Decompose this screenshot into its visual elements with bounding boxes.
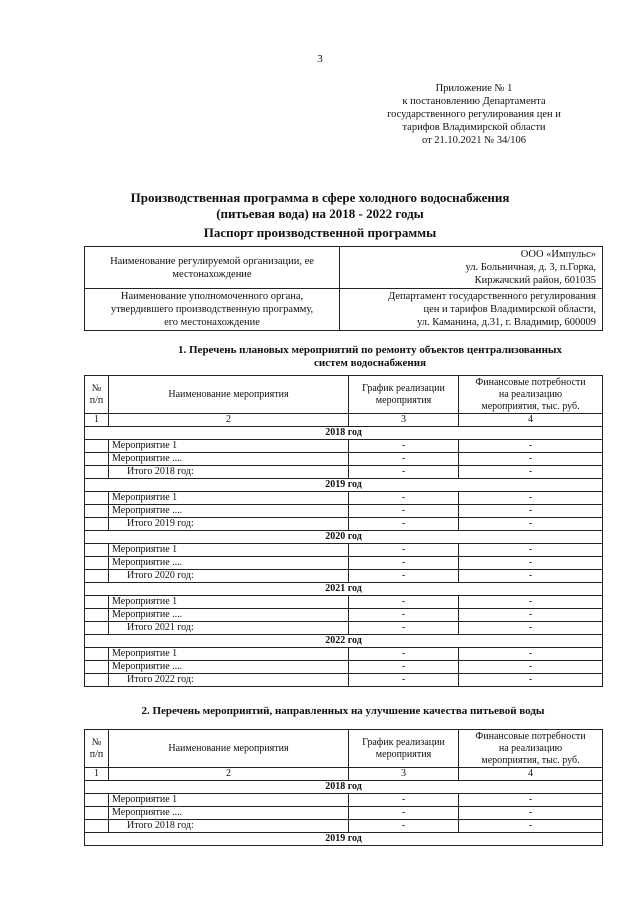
section-1-heading [140,344,600,370]
finance-cell: - [459,505,603,518]
finance-cell: - [459,570,603,583]
passport-table [84,246,603,331]
measure-name-cell: Мероприятие .... [109,557,349,570]
table-row [85,440,603,453]
header-cell-finance [459,376,603,414]
table-index-row [85,768,603,781]
schedule-cell: - [349,674,459,687]
number-cell [85,518,109,531]
year-row [85,583,603,596]
index-cell: 4 [459,414,603,427]
number-cell [85,609,109,622]
measure-name-cell: Мероприятие .... [109,661,349,674]
schedule-cell: - [349,466,459,479]
finance-cell: - [459,466,603,479]
number-cell [85,544,109,557]
header-cell-schedule [349,376,459,414]
measure-name-cell: Мероприятие 1 [109,794,349,807]
finance-cell: - [459,518,603,531]
document-title-line: (питьевая вода) на 2018 - 2022 годы [216,206,424,221]
number-cell [85,557,109,570]
passport-value: цен и тарифов Владимирской области, [423,304,596,315]
measure-name-cell: Мероприятие 1 [109,492,349,505]
finance-cell: - [459,807,603,820]
finance-cell: - [459,557,603,570]
year-row [85,781,603,794]
index-cell: 2 [109,414,349,427]
table-row [85,557,603,570]
number-cell [85,596,109,609]
total-row [85,466,603,479]
passport-label: Наименование уполномоченного органа, [120,291,304,302]
document-title [0,190,640,222]
number-cell [85,648,109,661]
passport-value-cell [340,247,603,289]
year-cell: 2022 год [85,635,603,648]
header-text: № [91,736,102,748]
table-row [85,609,603,622]
header-cell-number [85,730,109,768]
table-row [85,596,603,609]
passport-row [85,247,603,289]
year-row [85,427,603,440]
header-text: на реализацию [498,742,563,754]
year-cell: 2019 год [85,479,603,492]
passport-title: Паспорт производственной программы [203,225,437,240]
measure-name-cell: Итого 2020 год: [109,570,349,583]
table-row [85,648,603,661]
index-cell: 1 [85,414,109,427]
header-text: Финансовые потребности [475,730,586,742]
finance-cell: - [459,648,603,661]
measure-name-cell: Мероприятие 1 [109,544,349,557]
schedule-cell: - [349,453,459,466]
index-cell: 4 [459,768,603,781]
measure-name-cell: Итого 2021 год: [109,622,349,635]
passport-label-cell [85,247,340,289]
table-row [85,661,603,674]
document-title-line: Производственная программа в сфере холодного водоснабжения [130,190,510,205]
year-row [85,479,603,492]
appendix-line: тарифов Владимирской области [402,122,546,133]
passport-label-cell [85,289,340,331]
schedule-cell: - [349,557,459,570]
appendix-block [360,82,588,147]
header-text: График реализации [362,382,445,394]
finance-cell: - [459,794,603,807]
number-cell [85,466,109,479]
number-cell [85,440,109,453]
number-cell [85,505,109,518]
index-cell: 1 [85,768,109,781]
header-text: мероприятия [375,394,432,406]
header-text: Финансовые потребности [475,376,586,388]
passport-label: утвердившего производственную программу, [110,304,314,315]
total-row [85,622,603,635]
table-header-row [85,730,603,768]
passport-value-cell [340,289,603,331]
table-row [85,807,603,820]
year-row [85,531,603,544]
year-cell: 2021 год [85,583,603,596]
passport-value: ООО «Импульс» [520,249,596,260]
passport-label: местонахождение [172,268,252,280]
table-index-row [85,414,603,427]
year-row [85,635,603,648]
finance-cell: - [459,622,603,635]
schedule-cell: - [349,596,459,609]
header-text: п/п [89,394,104,406]
header-cell-schedule [349,730,459,768]
table-row [85,492,603,505]
number-cell [85,492,109,505]
number-cell [85,453,109,466]
finance-cell: - [459,820,603,833]
header-cell-number [85,376,109,414]
header-text: на реализацию [498,388,563,400]
table-row [85,453,603,466]
schedule-cell: - [349,648,459,661]
measure-name-cell: Мероприятие .... [109,505,349,518]
schedule-cell: - [349,794,459,807]
repair-measures-table [84,375,603,687]
page-number: 3 [317,53,323,65]
passport-value: ул. Больничная, д. 3, п.Горка, [465,262,596,273]
number-cell [85,820,109,833]
schedule-cell: - [349,570,459,583]
schedule-cell: - [349,807,459,820]
index-cell: 3 [349,768,459,781]
total-row [85,518,603,531]
schedule-cell: - [349,492,459,505]
measure-name-cell: Итого 2019 год: [109,518,349,531]
schedule-cell: - [349,544,459,557]
schedule-cell: - [349,505,459,518]
passport-value: Департамент государственного регулирования [388,291,596,302]
header-text: мероприятия, тыс. руб. [481,400,580,412]
year-row [85,833,603,846]
number-cell [85,674,109,687]
finance-cell: - [459,661,603,674]
finance-cell: - [459,609,603,622]
table-row [85,505,603,518]
measure-name-cell: Итого 2018 год: [109,466,349,479]
schedule-cell: - [349,440,459,453]
measure-name-cell: Мероприятие 1 [109,596,349,609]
appendix-line: к постановлению Департамента [402,96,546,107]
table-row [85,794,603,807]
number-cell [85,570,109,583]
header-cell-name: Наименование мероприятия [109,376,349,414]
table-header-row [85,376,603,414]
header-cell-name: Наименование мероприятия [109,730,349,768]
appendix-line: от 21.10.2021 № 34/106 [421,135,526,146]
index-cell: 3 [349,414,459,427]
measure-name-cell: Мероприятие 1 [109,648,349,661]
finance-cell: - [459,492,603,505]
schedule-cell: - [349,661,459,674]
schedule-cell: - [349,609,459,622]
appendix-line: государственного регулирования цен и [387,109,561,120]
header-text: мероприятия, тыс. руб. [481,754,580,766]
header-text: № [91,382,102,394]
measure-name-cell: Мероприятие .... [109,807,349,820]
appendix-line: Приложение № 1 [435,83,513,94]
passport-row [85,289,603,331]
year-cell: 2020 год [85,531,603,544]
passport-label: его местонахождение [164,317,260,328]
number-cell [85,807,109,820]
total-row [85,674,603,687]
passport-value: Киржачский район, 601035 [474,275,596,286]
schedule-cell: - [349,820,459,833]
measure-name-cell: Мероприятие .... [109,453,349,466]
header-cell-finance [459,730,603,768]
total-row [85,820,603,833]
section-1-heading-line: систем водоснабжения [313,357,427,369]
number-cell [85,794,109,807]
finance-cell: - [459,674,603,687]
schedule-cell: - [349,622,459,635]
header-text: График реализации [362,736,445,748]
table-row [85,544,603,557]
finance-cell: - [459,596,603,609]
measure-name-cell: Мероприятие .... [109,609,349,622]
section-2-heading: 2. Перечень мероприятий, направленных на улучшение качества питьевой воды [141,705,545,717]
number-cell [85,661,109,674]
passport-label: Наименование регулируемой организации, ее [110,255,314,267]
finance-cell: - [459,453,603,466]
measure-name-cell: Итого 2022 год: [109,674,349,687]
year-cell: 2019 год [85,833,603,846]
water-quality-measures-table [84,729,603,846]
header-text: п/п [89,748,104,760]
section-1-heading-line: 1. Перечень плановых мероприятий по ремонту объектов централизованных [178,344,562,356]
measure-name-cell: Мероприятие 1 [109,440,349,453]
index-cell: 2 [109,768,349,781]
total-row [85,570,603,583]
header-text: мероприятия [375,748,432,760]
measure-name-cell: Итого 2018 год: [109,820,349,833]
passport-value: ул. Каманина, д.31, г. Владимир, 600009 [416,317,596,328]
schedule-cell: - [349,518,459,531]
year-cell: 2018 год [85,427,603,440]
finance-cell: - [459,440,603,453]
year-cell: 2018 год [85,781,603,794]
number-cell [85,622,109,635]
finance-cell: - [459,544,603,557]
